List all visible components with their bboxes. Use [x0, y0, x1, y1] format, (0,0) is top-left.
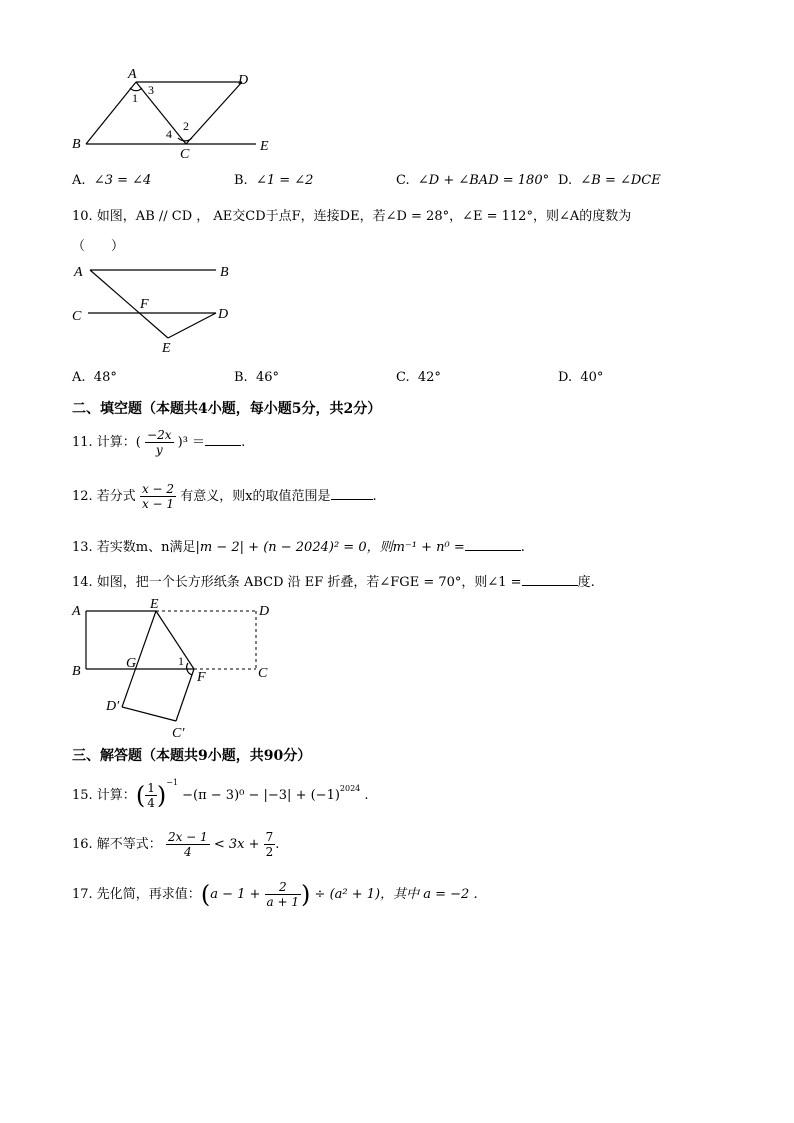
q10-question: 10. 如图，AB // CD ， AE交CD于点F，连接DE，若∠D = 28°，∠E = 112°，则∠A的度数为 [72, 209, 632, 224]
q14-label-C: C [258, 666, 268, 681]
q10-option-b: B. 46° [234, 370, 279, 385]
q9-angle-1: 1 [132, 91, 138, 105]
q14-label-D-prime: D′ [106, 699, 120, 714]
q10-label-F: F [140, 297, 149, 312]
q10-label-B: B [220, 265, 229, 280]
q9-label-B: B [72, 137, 81, 152]
q9-option-a: A. ∠3 = ∠4 [72, 173, 152, 188]
q9-option-d: D. ∠B = ∠DCE [558, 173, 661, 188]
q9-option-c: C. ∠D + ∠BAD = 180° [396, 173, 550, 188]
q9-angle-4: 4 [166, 127, 172, 141]
q10-option-d: D. 40° [558, 370, 604, 385]
q14-label-A: A [72, 604, 81, 619]
q15-question: 15. 计算：( $\frac{1}{4}$ )$^{-1} -(\pi - 3)^0 - |-3| + (-1)^{2024}$ . [72, 778, 369, 810]
q17-question: 17. 先化简，再求值：(a − 1 + $\frac{2}{a + 1}$ ) ÷ (a² + 1)，其中 a = −2 . [72, 880, 478, 909]
q14-figure [70, 597, 285, 745]
q9-label-C: C [180, 147, 190, 160]
q14-label-G: G [126, 656, 137, 671]
q10-label-E: E [162, 341, 171, 356]
q14-question: 14. 如图，把一个长方形纸条 ABCD 沿 EF 折叠，若∠FGE = 70°，则∠1 = 度. [72, 575, 595, 590]
q10-label-C: C [72, 309, 82, 324]
q10-answer-paren: （ ） [72, 239, 125, 254]
q9-figure [70, 64, 280, 160]
q12-question: 12. 若分式 $\frac{x - 2}{x - 1}$ 有意义，则x的取值范围是 . [72, 482, 377, 511]
q9-label-D: D [238, 73, 249, 88]
q9-angle-3: 3 [148, 83, 154, 97]
q9-option-b: B. ∠1 = ∠2 [234, 173, 314, 188]
q10-label-D: D [218, 307, 229, 322]
q14-label-D: D [259, 604, 270, 619]
q10-figure [70, 258, 240, 358]
q10-option-a: A. 48° [72, 370, 117, 385]
q10-label-A: A [74, 265, 83, 280]
q9-label-E: E [260, 139, 269, 154]
section-heading-solutions: 三、解答题（本题共9小题，共90分） [72, 748, 312, 764]
q14-label-E: E [150, 597, 159, 612]
section-heading-fill-in: 二、填空题（本题共4小题，每小题5分，共2分） [72, 401, 382, 417]
q16-question: 16. 解不等式： $\frac{2x - 1}{4}$ < 3x + $\frac{7}{2}$ . [72, 830, 280, 859]
q14-angle-1: 1 [178, 654, 184, 668]
q14-label-B: B [72, 664, 81, 679]
q14-label-C-prime: C′ [172, 726, 185, 741]
q10-option-c: C. 42° [396, 370, 441, 385]
q11-question: 11. 计算：( $\frac{-2x}{y}$ )³ ＝ . [72, 428, 246, 457]
q9-label-A: A [128, 67, 137, 82]
q13-question: 13. 若实数m、n满足|m − 2| + (n − 2024)² = 0，则m⁻¹ + n⁰ = . [72, 540, 525, 555]
q9-angle-2: 2 [183, 119, 189, 133]
q14-label-F: F [197, 670, 206, 685]
